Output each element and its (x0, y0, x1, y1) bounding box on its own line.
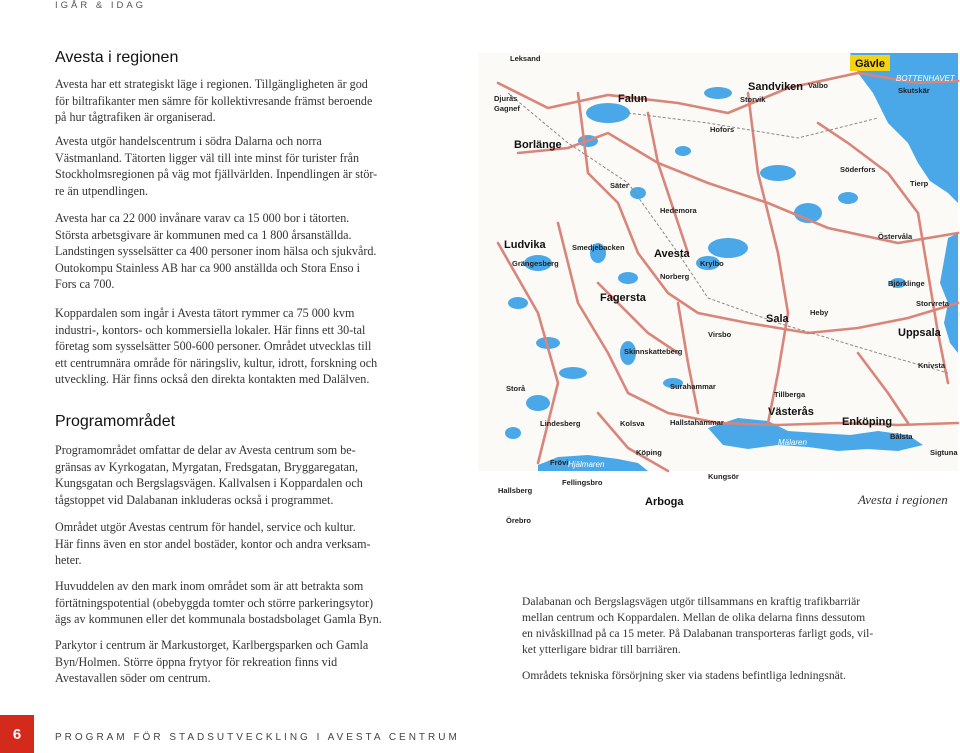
text-line: Huvuddelen av den mark inom området som är att betrakta som (55, 579, 364, 593)
running-header: IGÅR & IDAG (55, 0, 147, 11)
city-label: Hallstahammar (670, 418, 724, 427)
city-label: Tierp (910, 179, 929, 188)
text-line: gränsas av Kyrkogatan, Myrgatan, Fredsgatan, Bryggaregatan, (55, 459, 359, 474)
city-label: Gagnef (494, 104, 520, 113)
city-label: Skinnskatteberg (624, 347, 683, 356)
map-caption: Avesta i regionen (858, 492, 948, 507)
city-label: Fellingsbro (562, 478, 603, 487)
city-label: Heby (810, 308, 829, 317)
city-label: Söderfors (840, 165, 876, 174)
text-line: ägs av kommunen eller det kommunala bostadsbolaget Gamla Byn. (55, 612, 382, 626)
city-label: Krylbo (700, 259, 724, 268)
city-label: Säter (610, 181, 629, 190)
text-line: för biltrafikanter men sämre för kollektivresande främst beroende (55, 93, 373, 108)
sea-water (940, 233, 958, 353)
city-label: Sigtuna (930, 448, 958, 457)
text-line: heter. (55, 553, 82, 567)
infrastructure-paragraph (522, 668, 942, 684)
section-title-region: Avesta i regionen (55, 49, 179, 66)
city-label: Grängesberg (512, 259, 559, 268)
region-paragraph-2 (55, 133, 440, 199)
city-label: Kungsör (708, 472, 739, 481)
city-label: Borlänge (514, 139, 562, 151)
city-label: Sala (766, 313, 789, 325)
city-label: Hedemora (660, 206, 697, 215)
text-line: industri-, kontors- och kommersiella lokaler. Här finns ett 30-tal (55, 322, 366, 337)
city-label: Norberg (660, 272, 690, 281)
city-label: Valbo (808, 81, 829, 90)
barrier-paragraph (522, 594, 942, 658)
text-line: Avesta har ca 22 000 invånare varav ca 15 000 bor i tätorten. (55, 211, 350, 225)
city-label: Fagersta (600, 292, 646, 304)
city-label: Leksand (510, 54, 541, 63)
city-label: Djurås (494, 94, 518, 103)
text-line: Programområdet omfattar de delar av Avesta centrum som be- (55, 443, 356, 457)
text-line: företag som sysselsätter 500-600 personer. Området utvecklas till (55, 339, 372, 353)
city-label: Skutskär (898, 86, 930, 95)
city-label: Lindesberg (540, 419, 581, 428)
city-label: Smedjebacken (572, 243, 625, 252)
text-line: Koppardalen som ingår i Avesta tätort rymmer ca 75 000 kvm (55, 306, 355, 320)
text-line: ket ytterligare bidrar till barriären. (522, 643, 681, 656)
text-line: på hur tågtrafiken är organiserad. (55, 110, 216, 124)
text-line: Området utgör Avestas centrum för handel, service och kultur. (55, 520, 356, 534)
city-label: Virsbo (708, 330, 732, 339)
city-label: Enköping (842, 416, 893, 428)
region-paragraph-3 (55, 210, 440, 293)
text-line: mellan centrum och Koppardalen. Mellan de olika delarna finns dessutom (522, 611, 866, 624)
program-paragraph-2 (55, 519, 440, 569)
water-label: BOTTENHAVET (896, 74, 955, 83)
city-label: Björklinge (888, 279, 925, 288)
program-paragraph-4 (55, 637, 440, 687)
city-label: Avesta (654, 248, 690, 260)
text-line: Avesta utgör handelscentrum i södra Dalarna och norra (55, 134, 322, 148)
city-label: Storvreta (916, 299, 949, 308)
minor-city-labels (494, 54, 958, 525)
text-line: utveckling. Här finns också den direkta kontakten med Dalälven. (55, 372, 370, 386)
text-line: Fors ca 700. (55, 277, 115, 291)
city-label: Arboga (645, 496, 684, 508)
text-line: Kungsgatan och Bergslagsvägen. Kallvalsen i Koppardalen och (55, 476, 363, 490)
text-line: ett centrumnära område för näringsliv, kultur, idrott, forskning och (55, 355, 378, 370)
city-label: Västerås (768, 406, 814, 418)
text-line: Här finns även en stor andel bostäder, kontor och andra verksam- (55, 536, 371, 551)
text-line: Västmanland. Tätorten ligger väl till inte minst för turister från (55, 150, 360, 165)
text-line: Områdets tekniska försörjning sker via stadens befintliga ledningsnät. (522, 669, 846, 682)
text-line: Outokompu Stainless AB har ca 900 anställda och Stora Enso i (55, 260, 360, 275)
city-label: Sandviken (748, 81, 804, 93)
city-label: Falun (618, 93, 648, 105)
city-label: Hofors (710, 125, 735, 134)
text-line: Landstingen sysselsätter ca 400 personer inom hälsa och sjukvård. (55, 244, 377, 258)
text-line: tågstoppet vid Dalabanan inkluderas också i programmet. (55, 492, 334, 507)
city-label: Storå (506, 384, 526, 393)
city-label: Gävle (855, 58, 885, 70)
text-line: Parkytor i centrum är Markustorget, Karlbergsparken och Gamla (55, 638, 369, 652)
city-label: Tillberga (774, 390, 806, 399)
water-label: Mälaren (778, 438, 807, 447)
city-label: Örebro (506, 516, 532, 525)
city-label: Hallsberg (498, 486, 533, 495)
program-paragraph-1 (55, 442, 440, 508)
program-paragraph-3 (55, 578, 440, 628)
city-label: Frövi (550, 458, 569, 467)
text-line: Största arbetsgivare är kommunen med ca 1 800 årsanställda. (55, 227, 352, 242)
city-label: Östervåla (878, 232, 913, 241)
city-label: Storvik (740, 95, 766, 104)
text-line: Byn/Holmen. Större öppna frytyor för rekreation finns vid (55, 654, 338, 669)
text-line: Avestavallen söder om centrum. (55, 671, 211, 685)
text-line: Avesta har ett strategiskt läge i regionen. Tillgängligheten är god (55, 77, 368, 91)
city-label: Surahammar (670, 382, 716, 391)
city-label: Bålsta (890, 432, 913, 441)
region-paragraph-1 (55, 76, 440, 126)
city-label: Kolsva (620, 419, 645, 428)
city-label: Köping (636, 448, 662, 457)
text-line: en nivåskillnad på ca 15 meter. På Dalabanan transporteras farligt gods, vil- (522, 627, 874, 640)
region-paragraph-4 (55, 305, 440, 388)
text-line: Dalabanan och Bergslagsvägen utgör tillsammans en kraftig trafikbarriär (522, 595, 861, 608)
water-label: Hjälmaren (568, 460, 605, 469)
city-label: Ludvika (504, 239, 546, 251)
page-number-badge (0, 715, 34, 753)
city-label: Knivsta (918, 361, 946, 370)
city-label: Uppsala (898, 327, 941, 339)
footer-title: PROGRAM FÖR STADSUTVECKLING I AVESTA CENTRUM (55, 732, 460, 743)
section-title-program: Programområdet (55, 413, 176, 430)
text-line: Stockholmsregionen på väg mot fjällvärlden. Inpendlingen är stör- (55, 167, 378, 181)
text-line: re än utpendlingen. (55, 183, 149, 198)
text-line: förtätningspotential (obebyggda tomter och större parkeringsytor) (55, 595, 374, 610)
page-number: 6 (12, 725, 22, 743)
